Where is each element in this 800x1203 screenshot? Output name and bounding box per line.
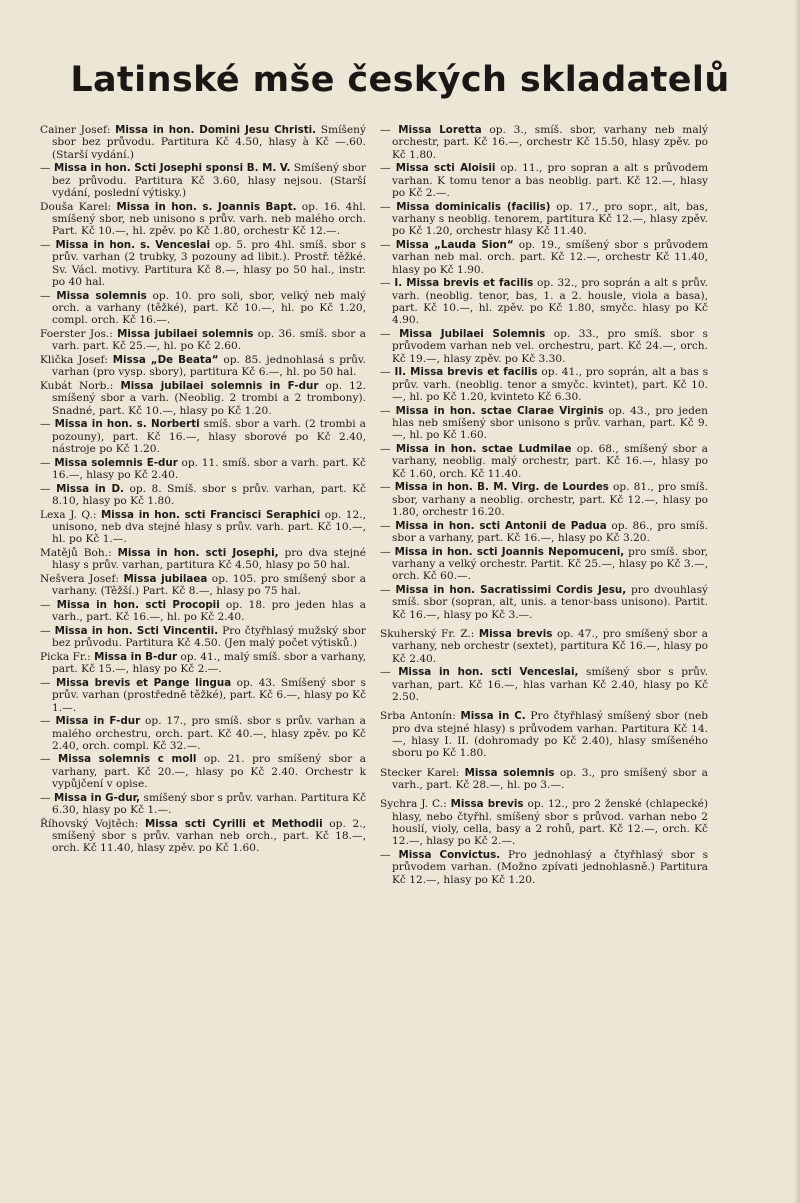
- entry-details: op. 81., pro smíš. sbor, varhany a neoblig. orchestr, part. Kč 12.—, hlasy po 1.80, orchestr 16.20.: [392, 481, 708, 518]
- entry-work-title: Missa Jubilaei Solemnis: [399, 327, 546, 340]
- entry-composer: —: [380, 366, 395, 379]
- left-column: [40, 124, 366, 856]
- entry-work-title: Missa jubilaea: [123, 572, 208, 585]
- entry-composer: —: [380, 277, 395, 290]
- catalog-entry: [40, 201, 366, 238]
- entry-details: op. 17., pro smíš. sbor s prův. varhan a malého orchestru, orch. part. Kč 40.—, hlasy zpěv. po Kč 2.40, orch. compl. Kč 32.—.: [52, 715, 366, 752]
- catalog-entry: [40, 547, 366, 572]
- entry-work-title: Missa brevis: [478, 627, 553, 640]
- entry-work-title: Missa in hon. Scti Vincentii.: [54, 624, 219, 637]
- entry-work-title: Missa in hon. scti Antonii de Padua: [395, 519, 607, 532]
- entry-work-title: Missa scti Cyrilli et Methodii: [144, 817, 323, 830]
- entry-composer: —: [380, 481, 395, 494]
- entry-work-title: Missa brevis: [450, 798, 524, 811]
- catalog-entry: [380, 277, 708, 326]
- catalog-entry: [40, 715, 366, 752]
- entry-details: op. 17., pro sopr., alt, bas, varhany s neoblig. tenorem, partitura Kč 12.—, hlasy zpěv. po Kč 1.20, orchestr hlasy Kč 11.40.: [392, 200, 708, 238]
- entry-details: op. 12. smíšený sbor a varh. (Neoblig. 2 trombi a 2 trombony). Snadné, part. Kč 10.—, hlasy po Kč 1.20.: [52, 379, 366, 417]
- entry-work-title: Missa dominicalis (facilis): [396, 200, 551, 213]
- entry-composer: —: [40, 598, 57, 611]
- entry-composer: —: [40, 289, 57, 302]
- entry-work-title: Missa „De Beata“: [112, 353, 219, 366]
- catalog-entry: [380, 584, 708, 621]
- entry-work-title: Missa solemnis c moll: [58, 753, 197, 766]
- entry-details: op. 8. Smíš. sbor s prův. varhan, part. Kč 8.10, hlasy po Kč 1.80.: [52, 482, 366, 507]
- entry-details: op. 68., smíšený sbor a varhany, neoblig. malý orchestr, part. Kč 16.—, hlasy po Kč 1.60, orch. Kč 11.40.: [392, 442, 708, 480]
- entry-work-title: Missa in hon. scti Francisci Seraphici: [101, 508, 321, 521]
- catalog-entry: [380, 201, 708, 238]
- entry-composer: Srba Antonín:: [380, 710, 461, 723]
- entry-work-title: Missa in hon. B. M. Virg. de Lourdes: [394, 481, 609, 494]
- entry-details: op. 105. pro smíšený sbor a varhany. (Těžší.) Part. Kč 8.—, hlasy po 75 hal.: [52, 572, 366, 598]
- catalog-entry: [40, 239, 366, 288]
- entry-composer: Kubát Norb.:: [40, 379, 121, 392]
- entry-work-title: Missa in hon. scti Josephi,: [117, 546, 279, 559]
- entry-details: op. 36. smíš. sbor a varh. part. Kč 25.—, hl. po Kč 2.60.: [52, 327, 366, 353]
- entry-details: op. 5. pro 4hl. smíš. sbor s prův. varhan (2 trubky, 3 pozouny ad libit.). Prostř. těžké. Sv. Václ. motivy. Partitura Kč 8.—, hlasy po 50 hal., instr. po 40 hal.: [52, 238, 366, 289]
- catalog-entry: [40, 573, 366, 598]
- entry-work-title: Missa in hon. sctae Clarae Virginis: [395, 404, 604, 417]
- entry-work-title: Missa solemnis: [56, 289, 147, 302]
- entry-work-title: Missa in F-dur: [55, 715, 141, 728]
- catalog-entry: [380, 405, 708, 442]
- catalog-entry: [40, 753, 366, 790]
- entry-details: pro dva stejné hlasy s prův. varhan, partitura Kč 4.50, hlasy po 50 hal.: [52, 546, 366, 572]
- entry-details: op. 32., pro soprán a alt s prův. varh. (neoblig. tenor, bas, 1. a 2. housle, viola a basa), part. Kč 10.—, hl. zpěv. po Kč 1.80, smyčc. hlasy po Kč 4.90.: [392, 277, 708, 327]
- entry-details: op. 41., malý smíš. sbor a varhany, part. Kč 15.—, hlasy po Kč 2.—.: [52, 650, 367, 676]
- entry-work-title: Missa scti Aloisii: [395, 162, 496, 175]
- entry-details: op. 86., pro smíš. sbor a varhany, part. Kč 16.—, hlasy po Kč 3.20.: [392, 519, 708, 544]
- entry-details: Pro čtyřhlasý smíšený sbor (neb pro dva stejné hlasy) s průvodem varhan. Partitura Kč 14.—, hlasy I. II. (dohromady po Kč 2.40), hlasy smíšeného sboru po Kč 1.80.: [392, 710, 708, 760]
- entry-details: Pro čtyřhlasý mužský sbor bez průvodu. Partitura Kč 4.50. (Jen malý počet výtisků.): [52, 624, 366, 650]
- catalog-entry: [40, 509, 366, 546]
- entry-work-title: Missa in hon. sctae Ludmilae: [395, 442, 572, 455]
- catalog-entry: [380, 849, 708, 886]
- entry-details: Pro jednohlasý a čtyřhlasý sbor s průvodem varhan. (Možno zpívati jednohlasně.) Partitura Kč 12.—, hlasy po Kč 1.20.: [392, 849, 708, 886]
- entry-work-title: Missa brevis et Pange lingua: [56, 676, 232, 689]
- catalog-entry: [40, 354, 366, 379]
- entry-composer: —: [380, 200, 397, 213]
- entry-details: op. 3., pro smíšený sbor a varh., part. Kč 28.—, hl. po 3.—.: [392, 766, 708, 792]
- entry-composer: —: [380, 238, 396, 251]
- catalog-entry: [40, 124, 366, 161]
- entry-work-title: Missa in hon. Domini Jesu Christi.: [115, 124, 317, 136]
- entry-composer: Lexa J. Q.:: [40, 508, 102, 521]
- entry-work-title: Missa solemnis: [464, 766, 555, 779]
- entry-details: op. 43., pro jeden hlas neb smíšený sbor unisono s prův. varhan, part. Kč 9.—, hl. po Kč 1.60.: [392, 404, 708, 442]
- catalog-entry: [380, 798, 708, 847]
- entry-composer: —: [380, 545, 395, 558]
- catalog-entry: [40, 483, 366, 508]
- entry-work-title: Missa in D.: [56, 482, 124, 495]
- entry-details: pro dvouhlasý smíš. sbor (sopran, alt, unis. a tenor-bass unisono). Partit. Kč 16.—, hlasy po Kč 3.—.: [392, 583, 708, 621]
- catalog-entry: [380, 443, 708, 480]
- entry-details: op. 43. Smíšený sbor s prův. varhan (prostředně těžké), part. Kč 6.—, hlasy po Kč 1.—.: [52, 676, 366, 714]
- entry-details: op. 18. pro jeden hlas a varh., part. Kč 16.—, hl. po Kč 2.40.: [52, 598, 366, 624]
- entry-composer: —: [380, 404, 396, 417]
- entry-work-title: Missa in C.: [460, 710, 526, 723]
- entry-details: op. 19., smíšený sbor s průvodem varhan neb mal. orch. part. Kč 12.—, orchestr Kč 11.40, hlasy po Kč 1.90.: [392, 238, 708, 276]
- entry-details: op. 12., pro 2 ženské (chlapecké) hlasy, nebo čtyřhl. smíšený sbor s průvod. varhan nebo 2 houslí, violy, cella, basy a 2 rohů, part. Kč 12.—, orch. Kč 12.—, hlasy po Kč 2.—.: [392, 798, 709, 848]
- entry-composer: —: [40, 715, 56, 728]
- page-edge-shadow: [794, 0, 800, 1203]
- catalog-entry: [40, 651, 366, 676]
- entry-composer: Stecker Karel:: [380, 766, 465, 779]
- page-title: Latinské mše českých skladatelů: [70, 60, 730, 100]
- entry-details: op. 3., smíš. sbor, varhany neb malý orchestr, part. Kč 16.—, orchestr Kč 15.50, hlasy zpěv. po Kč 1.80.: [392, 124, 709, 161]
- entry-composer: —: [40, 238, 56, 251]
- catalog-entry: [40, 418, 366, 455]
- entry-work-title: Missa in hon. s. Norberti: [54, 418, 200, 431]
- catalog-entry: [40, 290, 366, 327]
- entry-details: smíšený sbor s prův. varhan, part. Kč 16.—, hlas varhan Kč 2.40, hlasy po Kč 2.50.: [392, 666, 708, 703]
- entry-details: op. 11., pro sopran a alt s průvodem varhan. K tomu tenor a bas neoblig. part. Kč 12.—, hlasy po Kč 2.—.: [392, 162, 709, 200]
- catalog-entry: [40, 818, 366, 855]
- entry-details: op. 12., unisono, neb dva stejné hlasy s prův. varh. part. Kč 10.—, hl. po Kč 1.—.: [52, 508, 366, 546]
- entry-composer: Sychra J. C.:: [380, 798, 451, 811]
- entry-composer: —: [40, 456, 55, 469]
- catalog-entry: [380, 767, 708, 792]
- entry-details: op. 41., pro soprán, alt a bas s prův. varh. (neoblig. tenor a smyčc. kvintet), part. Kč 10.—, hl. po Kč 1.20, kvinteto Kč 6.30.: [392, 366, 708, 403]
- entry-work-title: Missa in hon. Scti Josephi sponsi B. M. V.: [53, 162, 291, 175]
- entry-details: op. 85. jednohlasá s prův. varhan (pro vysp. sbory), partitura Kč 6.—, hl. po 50 hal.: [52, 353, 366, 379]
- entry-composer: Skuherský Fr. Z.:: [380, 627, 479, 640]
- catalog-entry: [380, 628, 708, 665]
- entry-composer: —: [40, 418, 55, 431]
- entry-composer: —: [380, 124, 399, 136]
- entry-composer: —: [380, 519, 396, 532]
- entry-composer: —: [40, 482, 57, 495]
- entry-work-title: I. Missa brevis et facilis: [394, 277, 534, 290]
- entry-composer: —: [40, 162, 54, 175]
- entry-details: op. 10. pro soli, sbor, velký neb malý orch. a varhany (těžké), part. Kč 10.—, hl. po Kč 1.20, compl. orch. Kč 16.—.: [52, 289, 366, 327]
- entry-composer: Cainer Josef:: [40, 124, 116, 136]
- entry-composer: —: [380, 162, 396, 175]
- catalog-entry: [40, 457, 366, 482]
- catalog-entry: [40, 380, 366, 417]
- entry-work-title: Missa solemnis E-dur: [54, 456, 178, 469]
- entry-details: pro smíš. sbor, varhany a velký orchestr. Partit. Kč 25.—, hlasy po Kč 3.—, orch. Kč 60.—.: [392, 545, 708, 583]
- entry-work-title: Missa in hon. s. Venceslai: [55, 238, 211, 251]
- entry-composer: Klička Josef:: [40, 353, 113, 366]
- catalog-entry: [380, 666, 708, 703]
- entry-composer: Foerster Jos.:: [40, 327, 118, 340]
- entry-details: op. 47., pro smíšený sbor a varhany, neb orchestr (sextet), partitura Kč 16.—, hlasy po Kč 2.40.: [392, 627, 708, 665]
- entry-composer: Picka Fr.:: [40, 650, 95, 663]
- entry-work-title: Missa in hon. Sacratissimi Cordis Jesu,: [395, 583, 627, 596]
- entry-work-title: Missa Convictus.: [398, 849, 501, 862]
- entry-composer: Matějů Boh.:: [40, 546, 118, 559]
- entry-composer: —: [40, 624, 55, 637]
- entry-work-title: Missa in hon. scti Procopii: [56, 598, 220, 611]
- entry-work-title: Missa jubilaei solemnis: [117, 327, 254, 340]
- entry-composer: —: [380, 666, 399, 679]
- entry-composer: —: [40, 753, 59, 766]
- catalog-entry: [40, 328, 366, 353]
- catalog-entry: [380, 124, 708, 161]
- right-column: [380, 124, 708, 887]
- catalog-entry: [380, 520, 708, 545]
- entry-details: smíš. sbor a varh. (2 trombi a pozouny), part. Kč 16.—, hlasy sborové po Kč 2.40, nástroje po Kč 1.20.: [52, 418, 366, 455]
- entry-details: op. 2., smíšený sbor s prův. varhan neb orch., part. Kč 18.—, orch. Kč 11.40, hlasy zpěv. po Kč 1.60.: [52, 817, 366, 855]
- entry-work-title: II. Missa brevis et facilis: [394, 366, 538, 379]
- entry-details: Smíšený sbor bez průvodu. Partitura Kč 4.50, hlasy à Kč —.60. (Starší vydání.): [52, 124, 366, 161]
- entry-details: op. 21. pro smíšený sbor a varhany, part. Kč 20.—, hlasy po Kč 2.40. Orchestr k vypůjčení v opise.: [52, 753, 366, 791]
- catalog-entry: [40, 162, 366, 199]
- catalog-entry: [40, 677, 366, 714]
- catalog-entry: [380, 546, 708, 583]
- catalog-entry: [380, 481, 708, 518]
- catalog-entry: [380, 366, 708, 403]
- entry-composer: —: [380, 442, 396, 455]
- entry-composer: —: [380, 583, 396, 596]
- catalog-entry: [40, 625, 366, 650]
- entry-work-title: Missa „Lauda Sion“: [395, 238, 514, 251]
- catalog-entry: [380, 328, 708, 365]
- entry-work-title: Missa in G-dur,: [54, 791, 141, 804]
- entry-work-title: Missa in B-dur: [94, 650, 178, 663]
- catalog-entry: [40, 599, 366, 624]
- entry-work-title: Missa in hon. s. Joannis Bapt.: [116, 200, 297, 213]
- catalog-entry: [380, 710, 708, 759]
- entry-composer: Nešvera Josef:: [40, 572, 124, 585]
- entry-composer: Douša Karel:: [40, 200, 117, 213]
- entry-work-title: Missa jubilaei solemnis in F-dur: [120, 379, 319, 392]
- entry-details: Smíšený sbor bez průvodu. Partitura Kč 3.60, hlasy nejsou. (Starší vydání, poslední výtisky.): [52, 162, 366, 200]
- entry-composer: Říhovský Vojtěch:: [40, 817, 145, 830]
- entry-details: op. 16. 4hl. smíšený sbor, neb unisono s prův. varh. neb malého orch. Part. Kč 10.—, hl. zpěv. po Kč 1.80, orchestr Kč 12.—.: [52, 200, 367, 238]
- entry-composer: —: [380, 849, 399, 862]
- entry-work-title: Missa in hon. scti Joannis Nepomuceni,: [394, 545, 625, 558]
- entry-details: smíšený sbor s prův. varhan. Partitura Kč 6.30, hlasy po Kč 1.—.: [52, 791, 366, 817]
- entry-work-title: Missa Loretta: [398, 124, 482, 136]
- entry-details: op. 11. smíš. sbor a varh. part. Kč 16.—, hlasy po Kč 2.40.: [52, 456, 366, 481]
- entry-details: op. 33., pro smíš. sbor s průvodem varhan neb vel. orchestru, part. Kč 24.—, orch. Kč 19.—, hlasy zpěv. po Kč 3.30.: [392, 327, 708, 365]
- catalog-entry: [380, 162, 708, 199]
- catalog-entry: [40, 792, 366, 817]
- entry-work-title: Missa in hon. scti Venceslai,: [398, 666, 579, 679]
- entry-composer: —: [40, 676, 57, 689]
- entry-composer: —: [380, 327, 400, 340]
- catalog-entry: [380, 239, 708, 276]
- entry-composer: —: [40, 791, 55, 804]
